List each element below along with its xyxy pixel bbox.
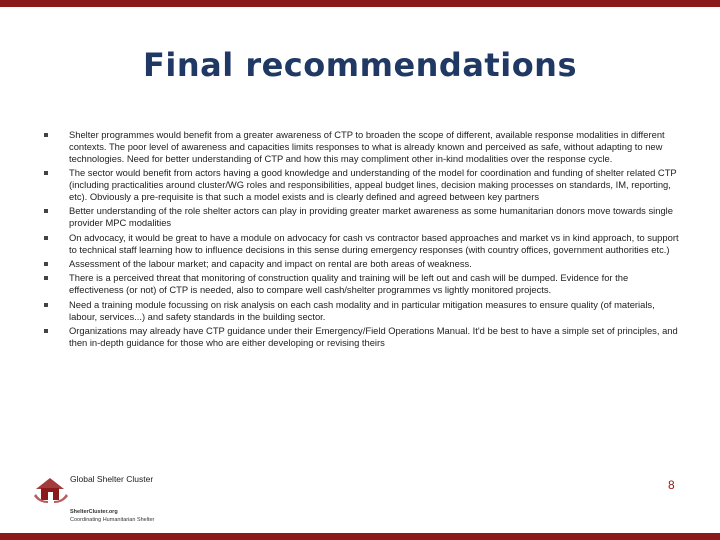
bullet-list	[44, 129, 684, 349]
bullet-square-icon	[44, 303, 48, 307]
bullet-item	[44, 299, 684, 323]
bullet-item	[44, 325, 684, 349]
bullet-item	[44, 129, 684, 165]
bullet-text: Assessment of the labour market; and capacity and impact on rental are both areas of weakness.	[69, 258, 472, 270]
house-hands-logo-icon	[34, 472, 68, 504]
bullet-text: There is a perceived threat that monitoring of construction quality and training will be left out and cash will be dumped. Evidence for the effectiveness (or not) of CTP is needed, also to compare well cash/shelter programmes vs lightly monitored projects.	[69, 272, 629, 296]
bullet-square-icon	[44, 209, 48, 213]
bullet-text: Better understanding of the role shelter actors can play in providing greater market awareness as some humanitarian donors move towards single provider MPC modalities	[69, 205, 673, 229]
page-number: 8	[668, 478, 675, 492]
bullet-text: Organizations may already have CTP guidance under their Emergency/Field Operations Manual. It'd be best to have a simple set of principles, and then in-depth guidance for those who are either developing or revising theirs	[69, 325, 678, 348]
bullet-square-icon	[44, 262, 48, 266]
bullet-item	[44, 272, 684, 296]
bullet-text: The sector would benefit from actors having a good knowledge and understanding of the model for coordination and funding of shelter related CTP (including practicalities around cluster/WG roles and responsibilities, appeal budget lines, decision making processes on standards, IM, reporting, etc). Obviously a pre-requisite is that such a model exists and is clearly defined and agreed between key partners	[69, 167, 677, 203]
org-name: Global Shelter Cluster	[70, 474, 154, 484]
slide-title: Final recommendations	[143, 46, 577, 84]
bullet-text: Shelter programmes would benefit from a greater awareness of CTP to broaden the scope of different, available response modalities in different contexts. The poor level of awareness and capacities limits responses to what is already known and perceived as safe, without adapting to new technologies. Need for better understanding of CTP and how this may compliment other in-kind modalities over the response cycle.	[69, 129, 665, 164]
bullet-square-icon	[44, 276, 48, 280]
bullet-item	[44, 232, 684, 256]
bottom-accent-bar	[0, 533, 720, 540]
bullet-item	[44, 205, 684, 229]
org-website: ShelterCluster.org	[70, 509, 118, 515]
bullet-square-icon	[44, 133, 48, 137]
bullet-text: On advocacy, it would be great to have a module on advocacy for cash vs contractor based approaches and market vs in kind approach, to support to technical staff learning how to influence decisions in this sense during emergency responses (with country offices, government authorities etc.)	[69, 231, 679, 255]
bullet-text: Need a training module focussing on risk analysis on each cash modality and in particular mitigation measures to ensure quality (of materials, labour, services...) and safety standards in the building sector.	[69, 298, 655, 322]
top-accent-bar	[0, 0, 720, 7]
bullet-square-icon	[44, 236, 48, 240]
bullet-square-icon	[44, 171, 48, 175]
bullet-square-icon	[44, 329, 48, 333]
org-tagline: Coordinating Humanitarian Shelter	[70, 517, 155, 523]
bullet-item	[44, 167, 684, 203]
bullet-item	[44, 258, 684, 270]
